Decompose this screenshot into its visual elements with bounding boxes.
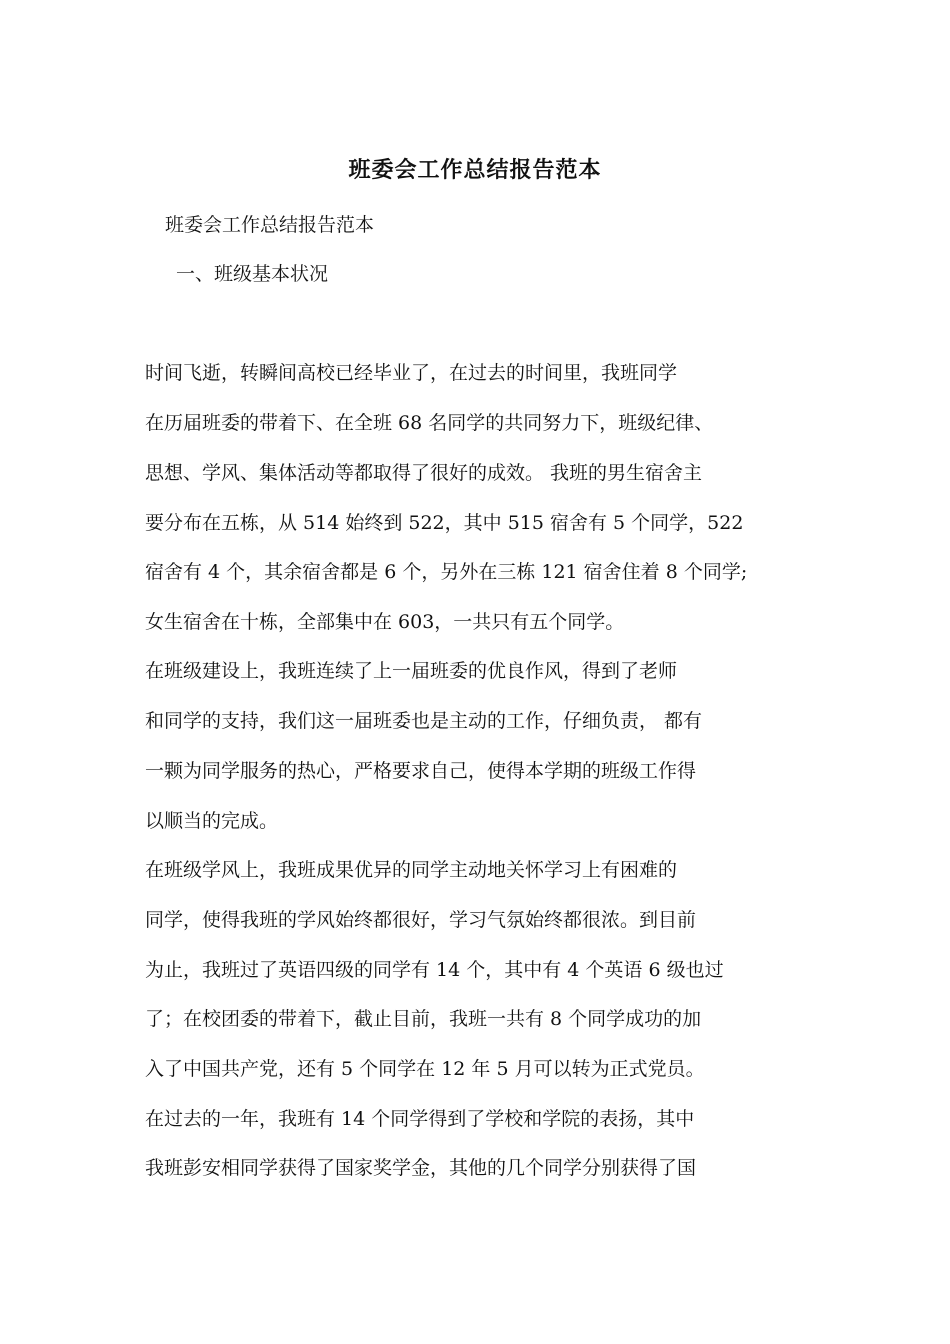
- document-subtitle: 班委会工作总结报告范本: [165, 214, 375, 236]
- body-line: 女生宿舍在十栋，全部集中在 603，一共只有五个同学。: [145, 611, 625, 633]
- body-line: 同学，使得我班的学风始终都很好，学习气氛始终都很浓。到目前: [145, 909, 697, 931]
- body-line: 要分布在五栋，从 514 始终到 522，其中 515 宿舍有 5 个同学，522: [145, 512, 744, 534]
- body-line: 为止，我班过了英语四级的同学有 14 个，其中有 4 个英语 6 级也过: [145, 959, 724, 981]
- body-line: 入了中国共产党，还有 5 个同学在 12 年 5 月可以转为正式党员。: [145, 1058, 705, 1080]
- body-line: 以顺当的完成。: [145, 810, 279, 832]
- section-heading: 一、班级基本状况: [176, 263, 329, 285]
- body-line: 思想、学风、集体活动等都取得了很好的成效。 我班的男生宿舍主: [145, 462, 703, 484]
- body-line: 时间飞逝，转瞬间高校已经毕业了，在过去的时间里，我班同学: [145, 362, 678, 384]
- body-line: 宿舍有 4 个，其余宿舍都是 6 个，另外在三栋 121 宿舍住着 8 个同学;: [145, 561, 748, 583]
- document-title: 班委会工作总结报告范本: [348, 157, 602, 183]
- body-line: 了；在校团委的带着下，截止目前，我班一共有 8 个同学成功的加: [145, 1008, 702, 1030]
- body-line: 在班级建设上，我班连续了上一届班委的优良作风，得到了老师: [145, 660, 678, 682]
- body-line: 一颗为同学服务的热心，严格要求自己，使得本学期的班级工作得: [145, 760, 697, 782]
- body-line: 在历届班委的带着下、在全班 68 名同学的共同努力下，班级纪律、: [145, 412, 714, 434]
- body-line: 我班彭安相同学获得了国家奖学金，其他的几个同学分别获得了国: [145, 1157, 697, 1179]
- body-line: 和同学的支持，我们这一届班委也是主动的工作，仔细负责， 都有: [145, 710, 703, 732]
- body-line: 在班级学风上，我班成果优异的同学主动地关怀学习上有困难的: [145, 859, 678, 881]
- body-line: 在过去的一年，我班有 14 个同学得到了学校和学院的表扬，其中: [145, 1108, 695, 1130]
